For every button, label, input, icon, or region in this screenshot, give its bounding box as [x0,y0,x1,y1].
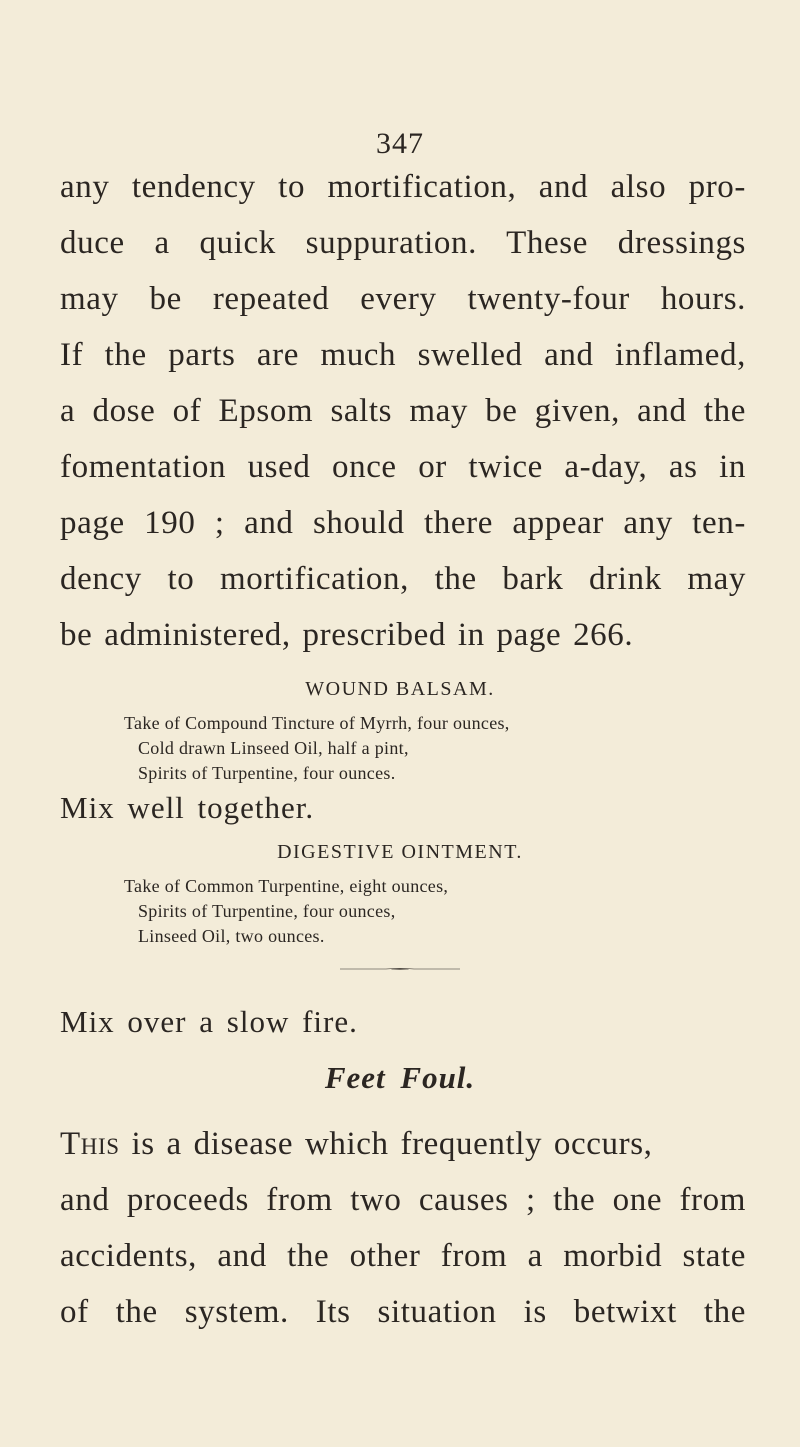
paragraph-line: page 190 ; and should there appear any ten- [60,505,746,541]
ingredient-line: Spirits of Turpentine, four ounces. [138,763,396,783]
paragraph-line: a dose of Epsom salts may be given, and the [60,393,746,429]
paragraph-first-word: This [60,1126,120,1162]
paragraph-line: of the system. Its situation is betwixt the [60,1294,746,1330]
paragraph-line: accidents, and the other from a morbid state [60,1238,746,1274]
paragraph-line [60,1124,746,1164]
ingredient-line: Spirits of Turpentine, four ounces, [138,901,396,921]
ingredient-line: Cold drawn Linseed Oil, half a pint, [138,738,409,758]
ingredient-line: Take of Common Turpentine, eight ounces, [124,876,449,896]
paragraph-line: If the parts are much swelled and inflamed, [60,337,746,373]
recipe-title-digestive-ointment: DIGESTIVE OINTMENT. [277,841,523,863]
ingredient-line: Take of Compound Tincture of Myrrh, four ounces, [124,713,510,733]
section-title: Feet Foul. [324,1060,476,1095]
paragraph-line: and proceeds from two causes ; the one from [60,1182,746,1218]
paragraph-line: duce a quick suppuration. These dressings [60,225,746,261]
paragraph-line: fomentation used once or twice a-day, as in [60,449,746,485]
paragraph-line: may be repeated every twenty-four hours. [60,281,746,317]
paragraph-line-rest: is a disease which frequently occurs, [119,1126,653,1162]
decorative-rule [340,968,460,970]
recipe-instruction: Mix well together. [60,790,315,825]
paragraph-line: be administered, prescribed in page 266. [60,617,634,653]
page-number: 347 [376,127,424,160]
ingredient-line: Linseed Oil, two ounces. [138,926,325,946]
paragraph-line: any tendency to mortification, and also pro- [60,169,746,205]
recipe-instruction: Mix over a slow fire. [60,1004,358,1039]
paragraph-line: dency to mortification, the bark drink may [60,561,746,597]
recipe-title-wound-balsam: WOUND BALSAM. [305,678,495,700]
